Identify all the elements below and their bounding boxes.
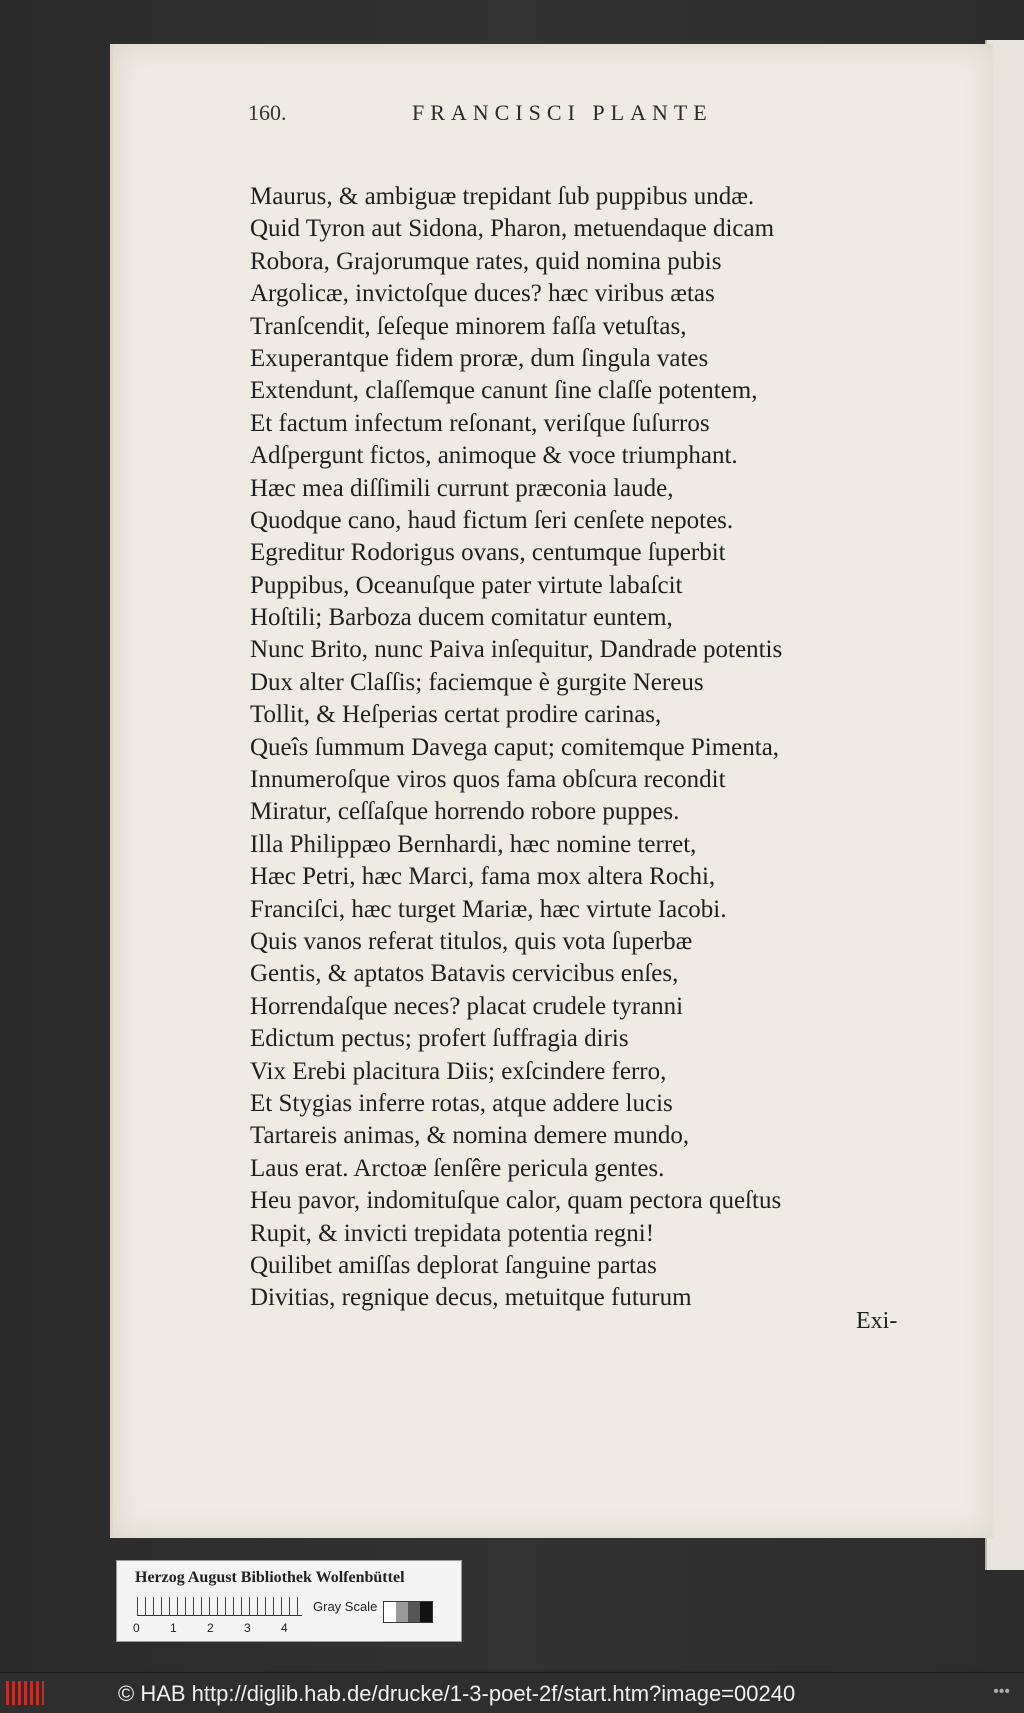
verse-line: Robora, Grajorumque rates, quid nomina pubis <box>250 247 722 275</box>
ruler-label: 1 <box>170 1621 177 1635</box>
verse-line: Miratur, ceſſaſque horrendo robore puppes. <box>250 798 680 826</box>
verse-line: Quis vanos referat titulos, quis vota ſuperbæ <box>250 927 693 955</box>
verse-line: Hoſtili; Barboza ducem comitatur euntem, <box>250 604 673 632</box>
verse-line: Nunc Brito, nunc Paiva inſequitur, Dandrade potentis <box>250 636 783 664</box>
gray-scale-label: Gray Scale <box>313 1599 378 1614</box>
gray-swatch-cell <box>384 1602 396 1622</box>
footer-bar <box>0 1672 1024 1713</box>
ruler-label: 3 <box>244 1621 251 1635</box>
catchword: Exi- <box>856 1308 898 1334</box>
verse-line: Extendunt, claſſemque canunt ſine claſſe potentem, <box>250 377 758 405</box>
verse-line: Illa Philippæo Bernhardi, hæc nomine terret, <box>250 830 697 858</box>
verse-line: Laus erat. Arctoæ ſenſêre pericula gentes. <box>250 1154 665 1182</box>
verse-line: Divitias, regnique decus, metuitque futurum <box>250 1284 692 1312</box>
verse-line: Franciſci, hæc turget Mariæ, hæc virtute Iacobi. <box>250 895 727 923</box>
verse-line: Tollit, & Heſperias certat prodire carinas, <box>250 701 662 729</box>
more-icon[interactable]: ••• <box>993 1683 1010 1700</box>
page-number: 160. <box>248 100 287 125</box>
verse-line: Quodque cano, haud fictum ſeri cenſete nepotes. <box>250 506 734 534</box>
verse-line: Et Stygias inferre rotas, atque addere lucis <box>250 1089 673 1117</box>
verse-list <box>250 181 950 1315</box>
gray-scale-swatch <box>383 1601 433 1623</box>
ruler <box>137 1597 302 1616</box>
running-head <box>0 100 720 130</box>
verse-line: Vix Erebi placitura Diis; exſcindere ferro, <box>250 1057 667 1085</box>
verse-line: Et factum infectum reſonant, veriſque ſuſurros <box>250 409 710 437</box>
running-head-title: FRANCISCI PLANTE <box>412 100 713 125</box>
verse-line: Horrendaſque neces? placat crudele tyranni <box>250 992 684 1020</box>
gray-swatch-cell <box>420 1602 432 1622</box>
verse-line: Edictum pectus; profert ſuffragia diris <box>250 1025 629 1053</box>
hab-logo-icon <box>6 1681 44 1705</box>
verse-line: Exuperantque fidem proræ, dum ſingula vates <box>250 344 709 372</box>
gray-swatch-cell <box>396 1602 408 1622</box>
verse-line: Dux alter Claſſis; faciemque è gurgite Nereus <box>250 668 704 696</box>
verse-line: Egreditur Rodorigus ovans, centumque ſuperbit <box>250 539 726 567</box>
ruler-label: 2 <box>207 1621 214 1635</box>
verse-line: Tranſcendit, ſeſeque minorem faſſa vetuſtas, <box>250 312 687 340</box>
verse-line: Heu pavor, indomituſque calor, quam pectora queſtus <box>250 1187 782 1215</box>
verse-line: Innumeroſque viros quos fama obſcura recondit <box>250 766 726 794</box>
verse-line: Queîs ſummum Davega caput; comitemque Pimenta, <box>250 733 780 761</box>
verse-line: Hæc Petri, hæc Marci, fama mox altera Rochi, <box>250 863 716 891</box>
verse-line: Gentis, & aptatos Batavis cervicibus enſes, <box>250 960 679 988</box>
verse-line: Argolicæ, invictoſque duces? hæc viribus ætas <box>250 280 715 308</box>
verse-line: Quid Tyron aut Sidona, Pharon, metuendaque dicam <box>250 215 775 243</box>
verse-line: Hæc mea diſſimili currunt præconia laude, <box>250 474 674 502</box>
library-name: Herzog August Bibliothek Wolfenbüttel <box>135 1569 405 1586</box>
ruler-label: 0 <box>133 1621 140 1635</box>
verse-line: Adſpergunt fictos, animoque & voce triumphant. <box>250 442 738 470</box>
verse-line: Quilibet amiſſas deplorat ſanguine partas <box>250 1251 657 1279</box>
verse-line: Maurus, & ambiguæ trepidant ſub puppibus undæ. <box>250 183 755 210</box>
gray-swatch-cell <box>408 1602 420 1622</box>
verse-line: Puppibus, Oceanuſque pater virtute labaſcit <box>250 571 683 599</box>
copyright-url[interactable]: © HAB http://diglib.hab.de/drucke/1-3-poet-2f/start.htm?image=00240 <box>118 1681 796 1706</box>
verse-line: Rupit, & invicti trepidata potentia regni! <box>250 1219 655 1247</box>
verse-line: Tartareis animas, & nomina demere mundo, <box>250 1122 690 1150</box>
ruler-label: 4 <box>281 1621 288 1635</box>
color-scale-card <box>116 1560 462 1642</box>
